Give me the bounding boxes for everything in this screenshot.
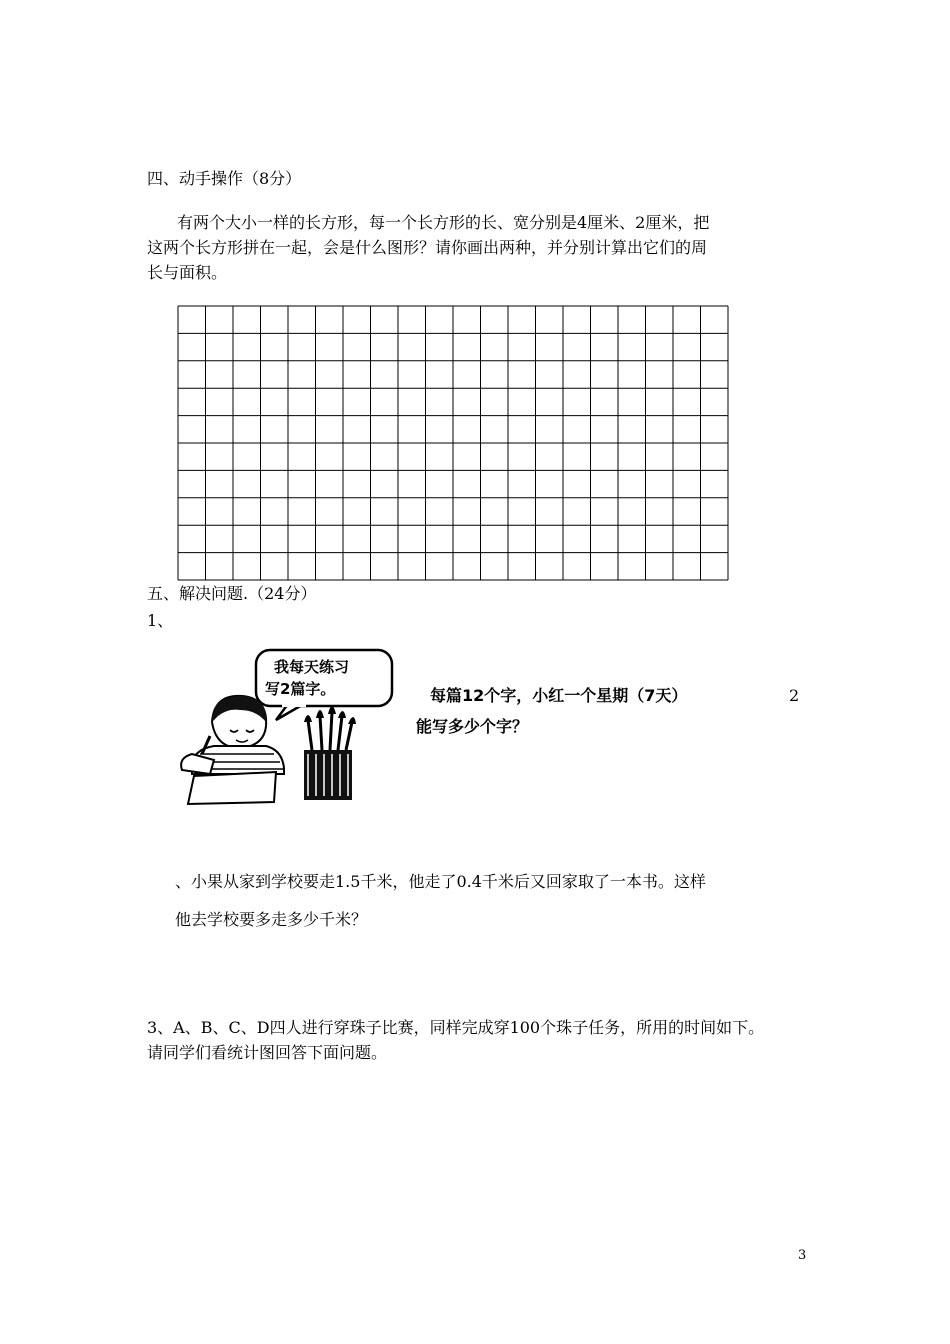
boy-figure (181, 696, 284, 804)
question1-text-line1: 每篇12个字，小红一个星期（7天） (430, 686, 688, 705)
question1-number: 1、 (147, 611, 174, 630)
speech-line1: 我每天练习 (274, 658, 350, 676)
section4-text-line3: 长与面积。 (147, 263, 228, 282)
boy-writing-illustration (170, 642, 410, 812)
question2-text-line1: 、小果从家到学校要走1.5千米，他走了0.4千米后又回家取了一本书。这样 (175, 872, 706, 891)
question1-side-number: 2 (789, 686, 800, 705)
page-number: 3 (798, 1248, 807, 1263)
section4-heading: 四、动手操作（8分） (147, 169, 302, 188)
section4-text-line1: 有两个大小一样的长方形，每一个长方形的长、宽分别是4厘米、2厘米，把 (177, 213, 710, 232)
section5-heading: 五、解决问题.（24分） (147, 584, 317, 603)
question2-text-line2: 他去学校要多走多少千米？ (175, 910, 368, 929)
speech-bubble (256, 650, 392, 720)
speech-line2: 写2篇字。 (265, 680, 336, 698)
question3-text-line2: 请同学们看统计图回答下面问题。 (147, 1043, 388, 1062)
drawing-grid (177, 305, 729, 581)
section4-text-line2: 这两个长方形拼在一起，会是什么图形？请你画出两种，并分别计算出它们的周 (147, 238, 708, 257)
question1-text-line2: 能写多少个字？ (416, 717, 529, 736)
brush-pot (304, 706, 356, 800)
question3-text-line1: 3、A、B、C、D四人进行穿珠子比赛，同样完成穿100个珠子任务，所用的时间如下。 (147, 1018, 765, 1037)
